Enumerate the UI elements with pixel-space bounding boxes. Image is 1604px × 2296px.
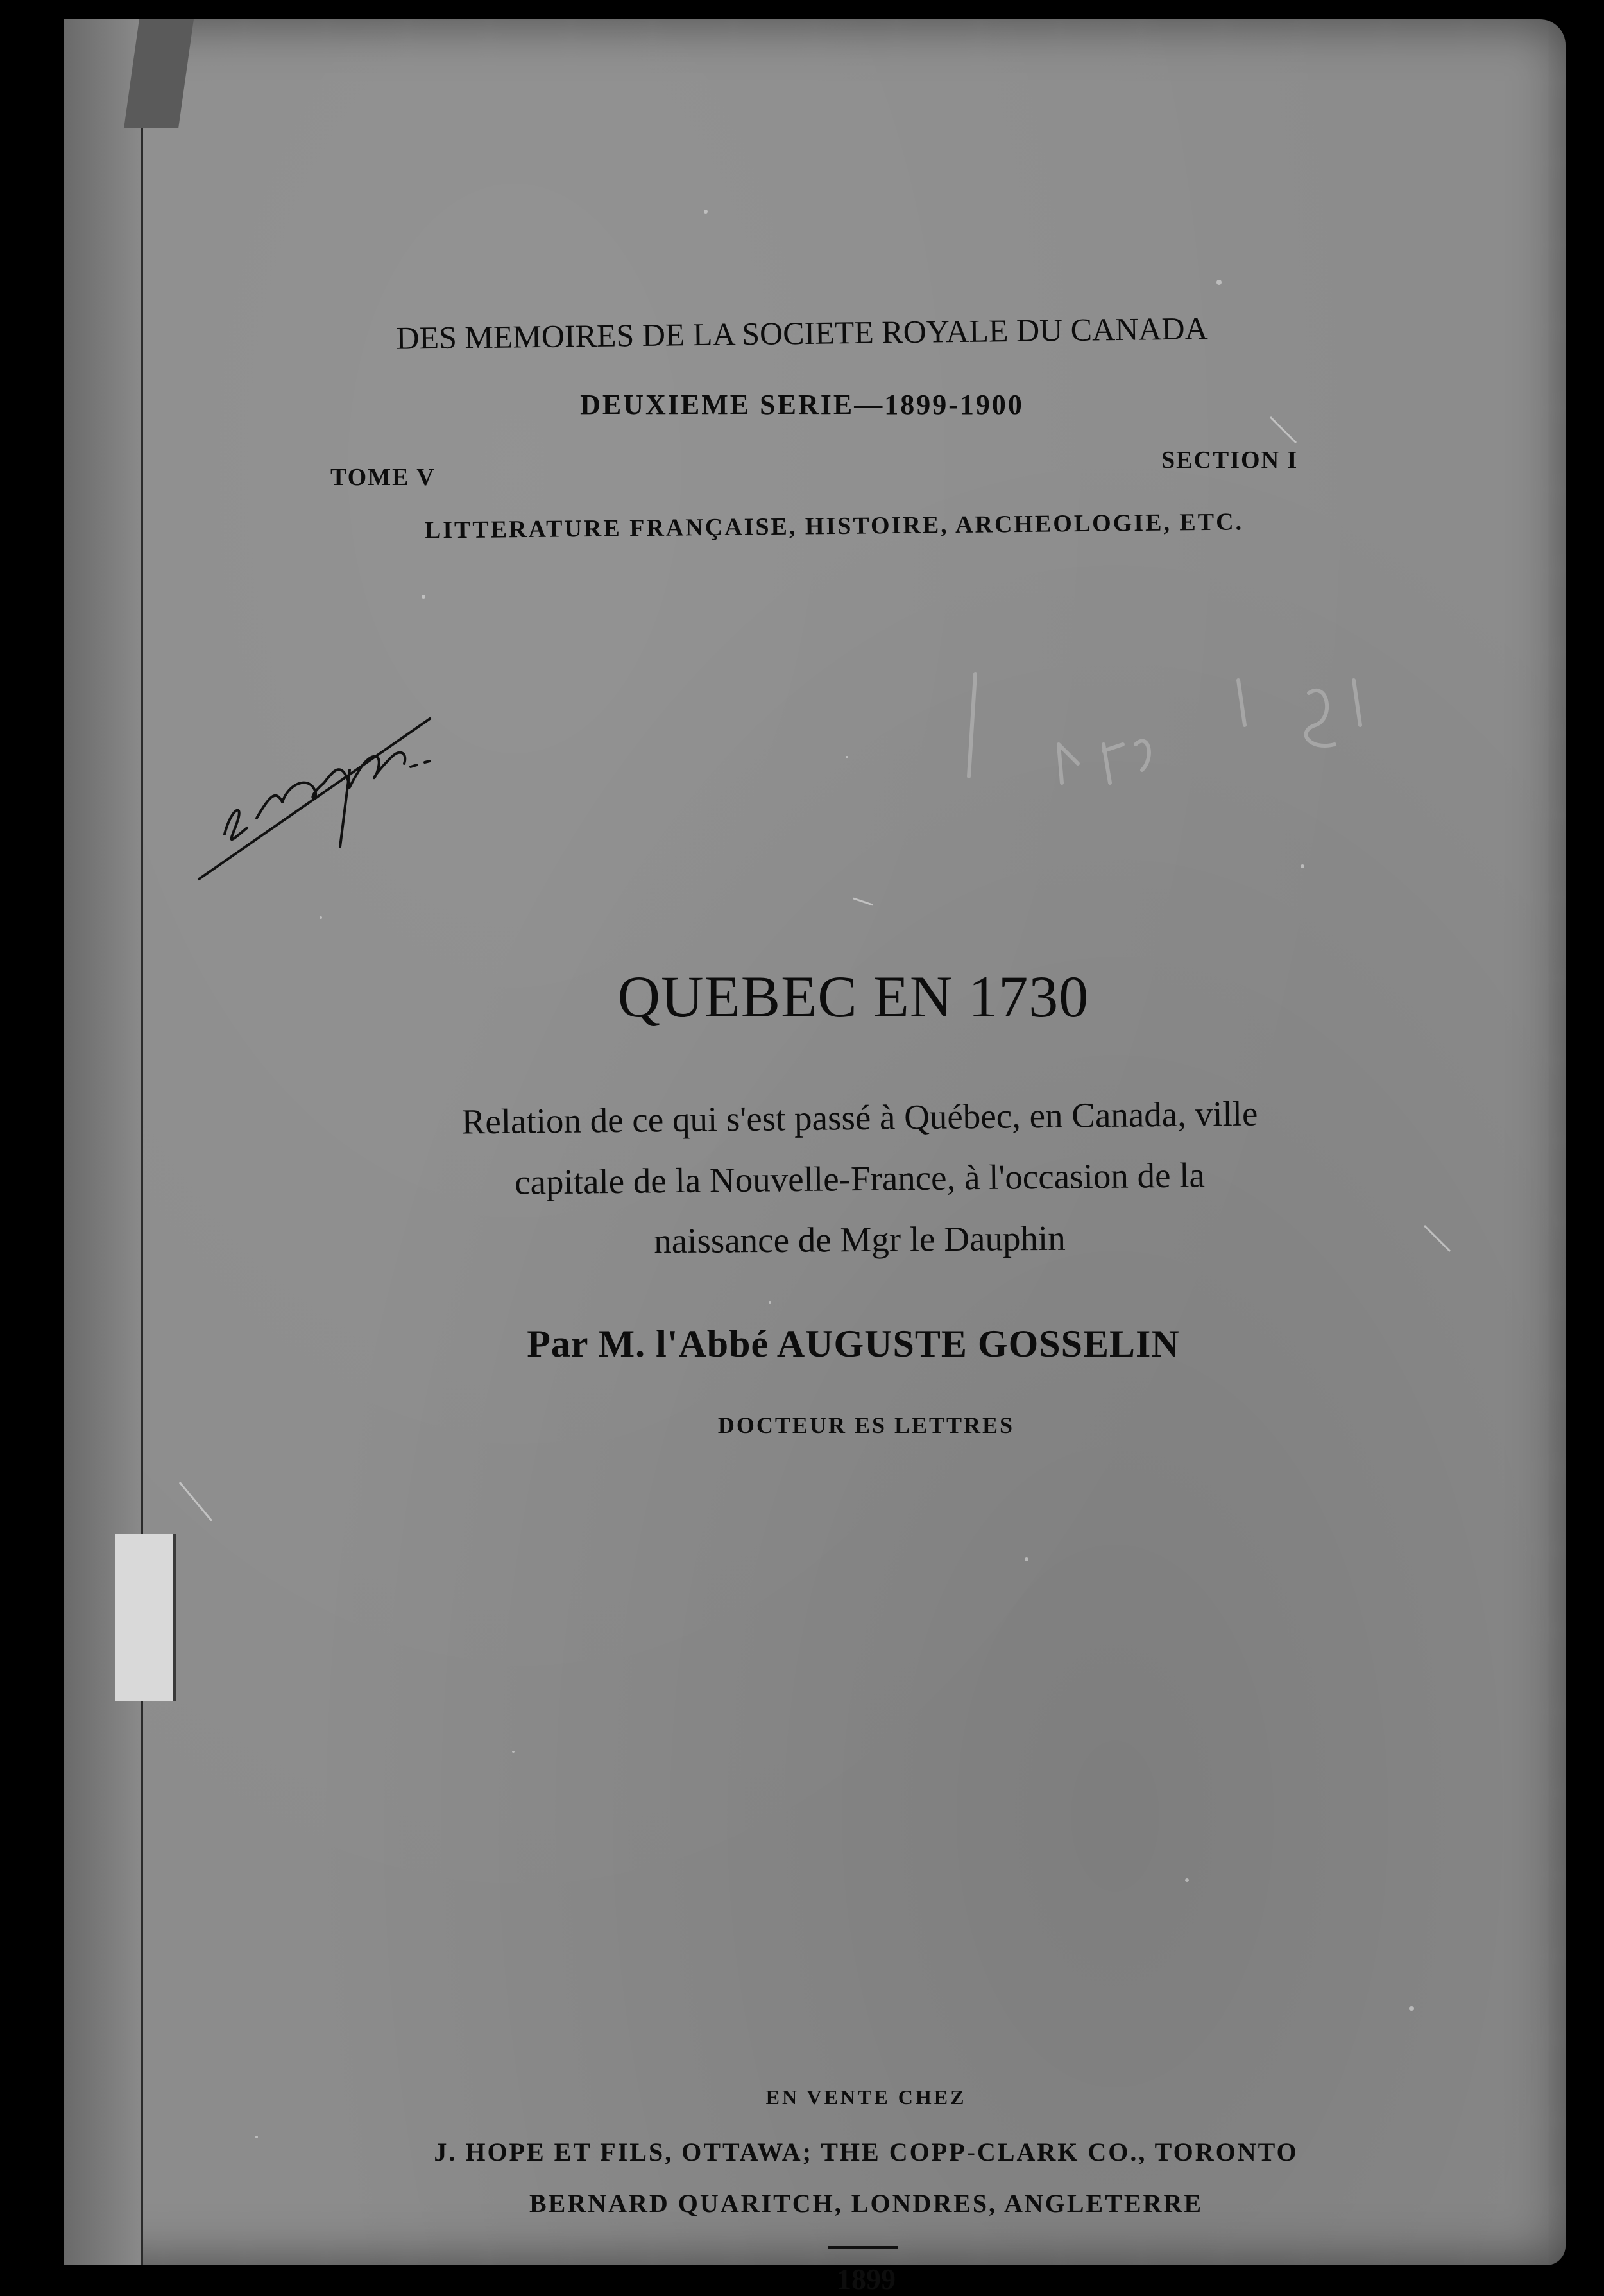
publishers-line-1: J. HOPE ET FILS, OTTAWA; THE COPP-CLARK CO., TORONTO xyxy=(434,2138,1299,2166)
publication-year: 1899 xyxy=(837,2263,896,2295)
subjects-line: LITTERATURE FRANÇAISE, HISTOIRE, ARCHEOLOGIE, ETC. xyxy=(424,508,1244,544)
description-line-3: naissance de Mgr le Dauphin xyxy=(654,1218,1066,1261)
handwritten-signature xyxy=(186,693,468,886)
year-divider xyxy=(828,2246,898,2249)
description-line-2: capitale de la Nouvelle-France, à l'occasion de la xyxy=(514,1155,1206,1202)
tome-label: TOME V xyxy=(330,464,436,491)
pencil-marks xyxy=(950,655,1437,802)
section-label: SECTION I xyxy=(1161,447,1299,474)
description-line-1: Relation de ce qui s'est passé à Québec, en Canada, ville xyxy=(461,1093,1258,1142)
author-line: Par M. l'Abbé AUGUSTE GOSSELIN xyxy=(527,1323,1180,1365)
document-cover-page xyxy=(64,19,1566,2295)
series-subtitle: DEUXIEME SERIE—1899-1900 xyxy=(580,389,1024,420)
series-title: DES MEMOIRES DE LA SOCIETE ROYALE DU CANADA xyxy=(396,310,1208,356)
publishers-line-2: BERNARD QUARITCH, LONDRES, ANGLETERRE xyxy=(529,2189,1204,2218)
binding-spine xyxy=(64,19,143,2265)
torn-edge-patch xyxy=(115,1534,176,1701)
document-title: QUEBEC EN 1730 xyxy=(617,964,1089,1029)
sale-notice: EN VENTE CHEZ xyxy=(765,2086,967,2109)
author-credential: DOCTEUR ES LETTRES xyxy=(717,1412,1015,1438)
